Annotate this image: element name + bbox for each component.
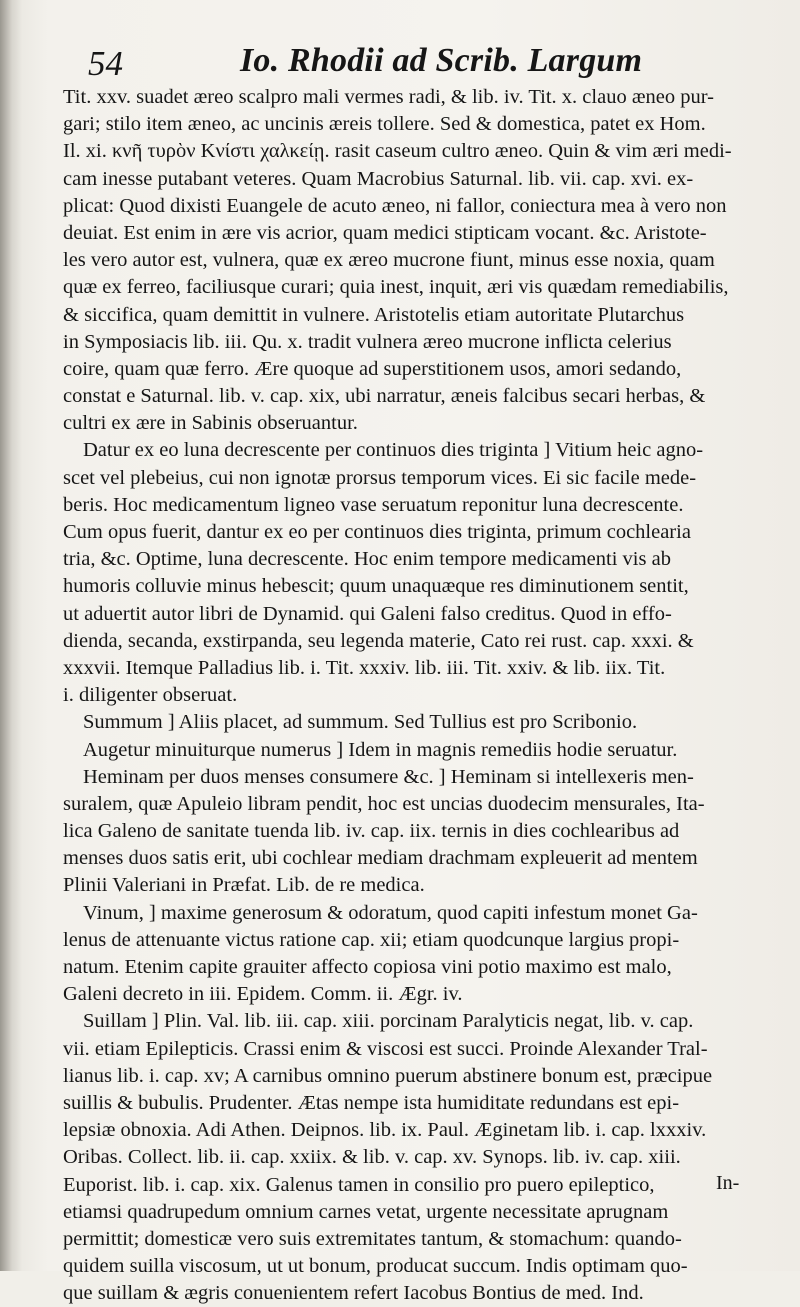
text-line: que suillam & ægris conuenientem refert Iacobus Bontius de med. Ind.	[63, 1282, 644, 1305]
page-header	[88, 42, 768, 88]
paragraph-first-line: Datur ex eo luna decrescente per continuos dies triginta ] Vitium heic agno-	[83, 439, 704, 462]
running-head: Io. Rhodii ad Scrib. Largum	[240, 42, 643, 79]
text-line: Il. xi. κνῆ τυρὸν Κνίστι χαλκείῃ. rasit caseum cultro æneo. Quin & vim æri medi-	[63, 140, 732, 163]
text-line: natum. Etenim capite grauiter affecto copiosa vini potio maximo est malo,	[63, 956, 672, 978]
text-line: lica Galeno de sanitate tuenda lib. iv. cap. iix. ternis in dies cochlearibus ad	[63, 820, 680, 843]
paragraph-first-line: Vinum, ] maxime generosum & odoratum, quod capiti infestum monet Ga-	[83, 901, 698, 924]
text-line: cam inesse putabant veteres. Quam Macrobius Saturnal. lib. vii. cap. xvi. ex-	[63, 167, 694, 190]
text-line: suillis & bubulis. Prudenter. Ætas nempe ista humiditate redundans est epi-	[63, 1091, 680, 1114]
text-line: Tit. xxv. suadet æreo scalpro mali vermes radi, & lib. iv. Tit. x. clauo æneo pur-	[63, 86, 714, 108]
text-line: les vero autor est, vulnera, quæ ex æreo mucrone fiunt, minus esse noxia, quam	[63, 249, 715, 272]
text-line: Oribas. Collect. lib. ii. cap. xxiix. & lib. v. cap. xv. Synops. lib. iv. cap. xiii.	[63, 1146, 681, 1169]
catchword: In-	[716, 1172, 740, 1194]
text-line: beris. Hoc medicamentum ligneo vase seruatum reponitur luna decrescente.	[63, 493, 684, 516]
text-line: gari; stilo item æneo, ac uncinis æreis tollere. Sed & domestica, patet ex Hom.	[63, 113, 706, 136]
text-line: Euporist. lib. i. cap. xix. Galenus tamen in consilio pro puero epileptico,	[63, 1173, 655, 1196]
text-line: dienda, secanda, exstirpanda, seu legenda materie, Cato rei rust. cap. xxxi. &	[63, 629, 694, 652]
text-line: lianus lib. i. cap. xv; A carnibus omnino puerum abstinere bonum est, præcipue	[63, 1064, 713, 1087]
page-number: 54	[88, 44, 123, 83]
paragraph-first-line: Augetur minuiturque numerus ] Idem in magnis remediis hodie seruatur.	[83, 738, 678, 761]
text-line: plicat: Quod dixisti Euangele de acuto æneo, ni fallor, coniectura mea à vero non	[63, 194, 727, 217]
text-line: deuiat. Est enim in ære vis acrior, quam medici stipticam vocant. &c. Aristote-	[63, 221, 707, 244]
text-line: & siccifica, quam demittit in vulnere. Aristotelis etiam autoritate Plutarchus	[63, 303, 685, 326]
paragraph-first-line: Heminam per duos menses consumere &c. ] Heminam si intellexeris men-	[83, 765, 694, 788]
text-line: humoris colluvie minus hebescit; quum unaquæque res diminutionem sentit,	[63, 575, 689, 598]
text-line: quidem suilla viscosum, ut ut bonum, producat succum. Indis optimam quo-	[63, 1255, 688, 1278]
paragraph-first-line: Suillam ] Plin. Val. lib. iii. cap. xiii. porcinam Paralyticis negat, lib. v. cap.	[83, 1010, 694, 1033]
text-line: coire, quam quæ ferro. Ære quoque ad superstitionem usos, amori sedando,	[63, 357, 682, 380]
text-line: Galeni decreto in iii. Epidem. Comm. ii. Ægr. iv.	[63, 983, 463, 1006]
text-line: lenus de attenuante victus ratione cap. xii; etiam quodcunque largius propi-	[63, 928, 680, 951]
text-line: i. diligenter obseruat.	[63, 684, 238, 707]
text-line: Cum opus fuerit, dantur ex eo per continuos dies triginta, primum cochlearia	[63, 521, 691, 543]
text-line: tria, &c. Optime, luna decrescente. Hoc enim tempore medicamenti vis ab	[63, 548, 671, 571]
text-line: quæ ex ferreo, faciliusque curari; quia inest, inquit, æri vis quædam remediabilis,	[63, 276, 729, 299]
paragraph-first-line: Summum ] Aliis placet, ad summum. Sed Tullius est pro Scribonio.	[83, 711, 638, 734]
text-line: constat e Saturnal. lib. v. cap. xix, ubi narratur, æneis falcibus secari herbas, &	[63, 385, 706, 408]
text-line: suralem, quæ Apuleio libram pendit, hoc est uncias duodecim mensurales, Ita-	[63, 792, 705, 815]
text-line: cultri ex ære in Sabinis obseruantur.	[63, 412, 358, 435]
text-line: lepsiæ obnoxia. Adi Athen. Deipnos. lib. ix. Paul. Æginetam lib. i. cap. lxxxiv.	[63, 1119, 707, 1142]
page-gutter-shadow	[0, 0, 22, 1271]
text-line: xxxvii. Itemque Palladius lib. i. Tit. xxxiv. lib. iii. Tit. xxiv. & lib. iix. Tit.	[63, 656, 666, 679]
body-text	[63, 84, 753, 1307]
text-line: permittit; domesticæ vero suis extremitates tantum, & stomachum: quando-	[63, 1227, 682, 1250]
text-line: vii. etiam Epilepticis. Crassi enim & viscosi est succi. Proinde Alexander Tral-	[63, 1037, 708, 1060]
text-line: ut aduertit autor libri de Dynamid. qui Galeni falso creditus. Quod in effo-	[63, 602, 672, 625]
text-line: menses duos satis erit, ubi cochlear mediam drachmam expleuerit ad mentem	[63, 847, 698, 870]
text-line: Plinii Valeriani in Præfat. Lib. de re medica.	[63, 874, 425, 897]
text-line: scet vel plebeius, cui non ignotæ prorsus temporum vices. Ei sic facile mede-	[63, 466, 697, 489]
text-line: in Symposiacis lib. iii. Qu. x. tradit vulnera æreo mucrone inflicta celerius	[63, 330, 672, 353]
text-line: etiamsi quadrupedum omnium carnes vetat, urgente necessitate aprugnam	[63, 1200, 669, 1223]
